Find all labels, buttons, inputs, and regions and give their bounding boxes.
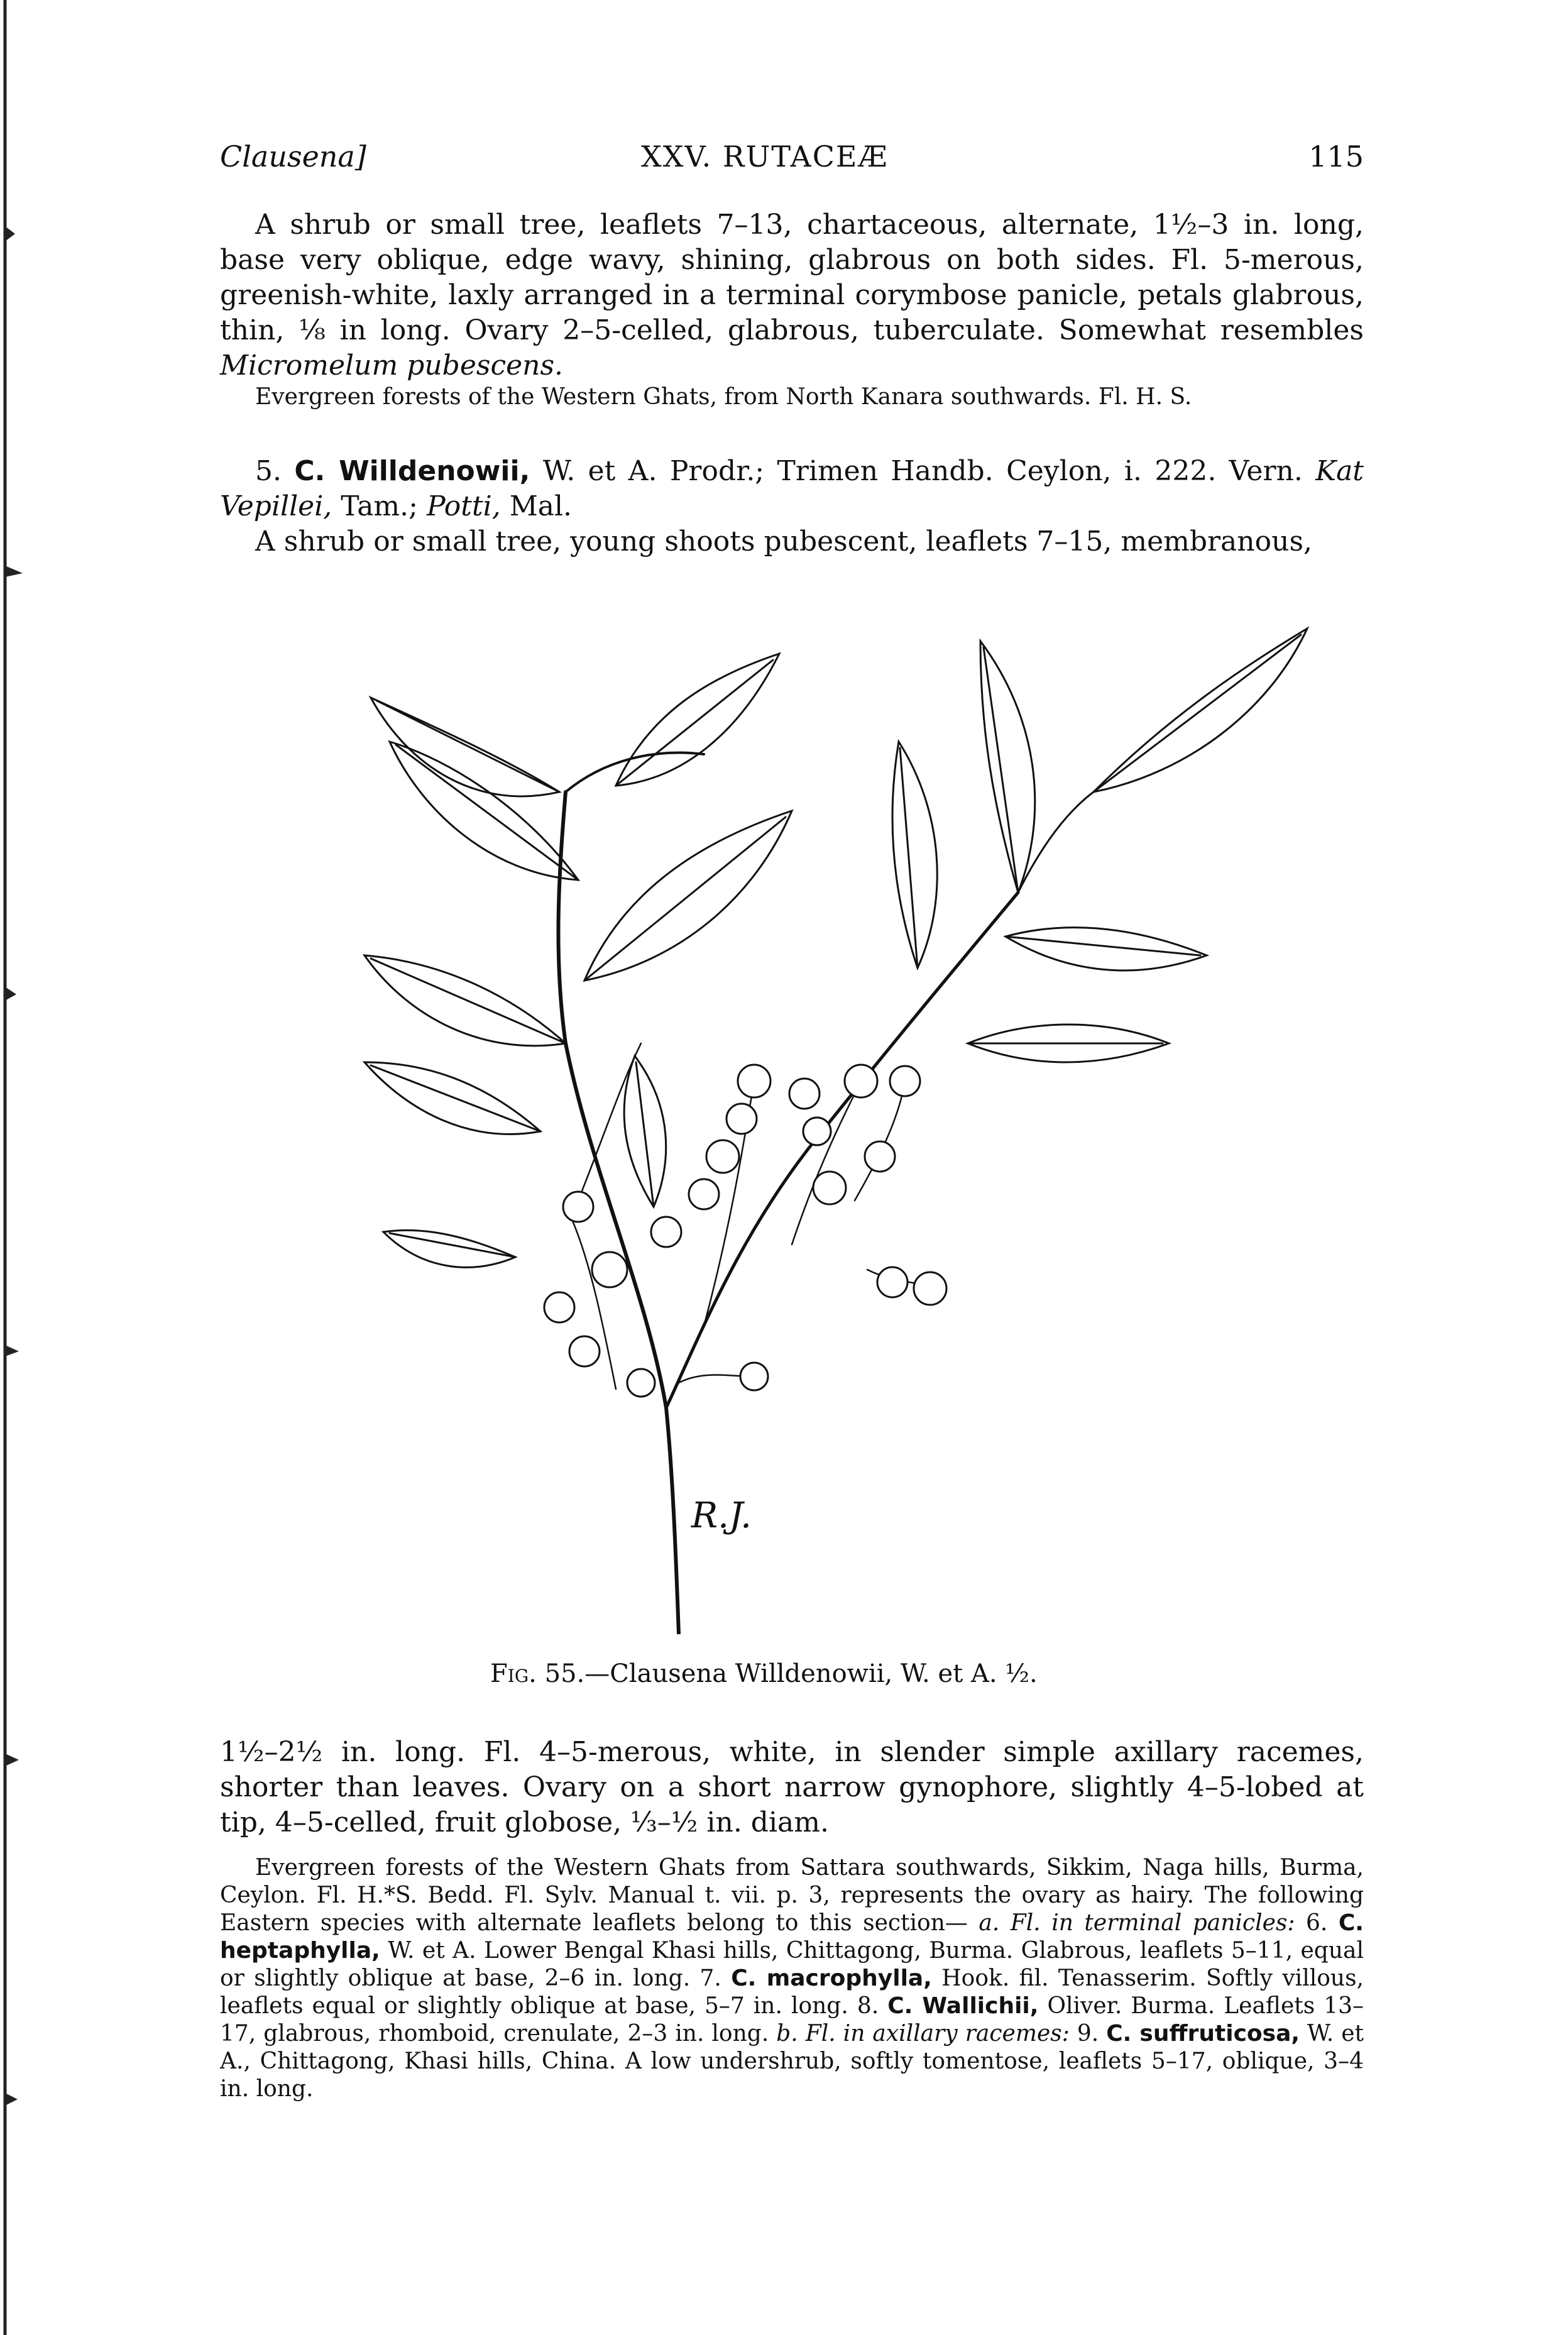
section-label-a: a. Fl. in terminal panicles: [979, 1910, 1295, 1936]
species-8-number: 8. [857, 1993, 879, 2019]
leaf-left-2 [390, 742, 578, 880]
species-8-name: C. Wallichii, [887, 1993, 1039, 2019]
description-paragraph-3 [220, 1735, 1364, 1840]
fruit [651, 1217, 681, 1247]
section-label-b: b. Fl. in axillary racemes: [776, 2021, 1070, 2047]
species-7-number: 7. [699, 1965, 721, 1991]
species-8-text: Oliver. Burma. Leaflets 13–17, glabrous, rhomboid, crenulate, 2–3 in. long. [220, 1993, 1364, 2047]
fruit [706, 1140, 739, 1173]
fruit [569, 1336, 600, 1366]
fruit [877, 1267, 907, 1297]
caption-text: 55.—Clausena Willdenowii, W. et A. ½. [544, 1659, 1038, 1688]
species-reference: Micromelum pubescens. [220, 349, 564, 382]
vernacular-lang-tamil: Tam.; [341, 490, 418, 522]
header-family: XXV. RUTACEÆ [641, 140, 889, 173]
note-text: Evergreen forests of the Western Ghats from Sattara southwards, Sikkim, Naga hills, Burma, Ceylon. Fl. H.*S. Bedd. Fl. Sylv. Manual t. vii. p. 3, represents the ovary as hairy. The following Eastern species with alternate leaflets belong to this section— [220, 1855, 1364, 1936]
page-number: 115 [1308, 140, 1364, 173]
vernacular-name-tamil: Kat Vepillei, [220, 455, 1364, 522]
botanical-illustration [352, 603, 1332, 1634]
leaf-right-2 [892, 742, 937, 968]
species-7-text: Hook. fil. Tenasserim. Softly villous, leaflets equal or slightly oblique at base, 5–7 in. long. [220, 1965, 1364, 2019]
species-9-name: C. suffruticosa, [1106, 2021, 1300, 2047]
artist-signature: R.J. [691, 1495, 752, 1536]
description-text: A shrub or small tree, leaflets 7–13, chartaceous, alternate, 1½–3 in. long, base very oblique, edge wavy, shining, glabrous on both sides. Fl. 5-merous, greenish-white, laxly arranged in a terminal corymbose panicle, petals glabrous, thin, ⅛ in long. Ovary 2–5-celled, glabrous, tuberculate. Somewhat resembles [220, 209, 1364, 346]
leaf-right-3 [1006, 928, 1207, 970]
species-authority: W. et A. Prodr.; Trimen Handb. Ceylon, i. 222. Vern. [542, 455, 1303, 487]
fruit [740, 1363, 768, 1390]
leaf-center-lower [624, 1056, 666, 1207]
description-text: 1½–2½ in. long. Fl. 4–5-merous, white, in slender simple axillary racemes, shorter than leaves. Ovary on a short narrow gynophore, slightly 4–5-lobed at tip, 4–5-celled, fruit globose, ⅓–½ in. diam. [220, 1736, 1364, 1838]
fruit [789, 1079, 820, 1109]
fruit [813, 1172, 846, 1204]
fruit [845, 1065, 877, 1097]
caption-prefix: Fig. [490, 1659, 537, 1688]
branch-right-top [1018, 792, 1094, 893]
running-header [220, 140, 1364, 184]
description-paragraph-1 [220, 207, 1364, 383]
species-heading [220, 454, 1364, 524]
habitat-text: Evergreen forests of the Western Ghats, from North Kanara southwards. Fl. H. S. [255, 384, 1192, 410]
fruit [627, 1369, 655, 1397]
description-paragraph-2 [220, 524, 1364, 559]
species-9-text: W. et A., Chittagong, Khasi hills, China. A low undershrub, softly tomentose, leaflets 5–17, oblique, 3–4 in. long. [220, 2021, 1364, 2102]
fruit [890, 1066, 920, 1096]
fruit [689, 1179, 719, 1209]
species-9-number: 9. [1077, 2021, 1099, 2047]
leaf-mid-1 [584, 811, 792, 981]
fruit [865, 1141, 895, 1172]
habitat-and-related-species-note [220, 1854, 1364, 2103]
branch-left-upper [566, 753, 704, 793]
leaf-left-4 [365, 1062, 540, 1134]
species-7-name: C. macrophylla, [731, 1965, 932, 1991]
habitat-note-1 [220, 383, 1364, 411]
header-genus: Clausena] [220, 140, 366, 173]
description-text: A shrub or small tree, young shoots pubescent, leaflets 7–15, membranous, [255, 525, 1313, 558]
binding-edge-marks [0, 0, 25, 2335]
leaf-right-top [980, 641, 1035, 893]
fruit [563, 1192, 593, 1222]
leaf-right-4 [968, 1025, 1169, 1062]
leaf-left-3 [365, 955, 566, 1046]
fruit [726, 1104, 757, 1134]
species-6-number: 6. [1306, 1910, 1328, 1936]
leaf-right-far [1094, 629, 1307, 792]
fruit [914, 1272, 946, 1305]
fruit [738, 1065, 770, 1097]
fruit [803, 1118, 831, 1145]
figure-caption [490, 1659, 1119, 1688]
vernacular-lang-malayalam: Mal. [509, 490, 573, 522]
fruit [544, 1292, 574, 1322]
species-6-name: C. heptaphylla, [220, 1910, 1364, 1964]
vernacular-name-malayalam: Potti, [426, 490, 501, 522]
species-number: 5. [255, 455, 282, 487]
species-name: C. Willdenowii, [294, 455, 530, 487]
species-6-text: W. et A. Lower Bengal Khasi hills, Chittagong, Burma. Glabrous, leaflets 5–11, equal or slightly oblique at base, 2–6 in. long. [220, 1938, 1364, 1991]
leaf-lower-left [383, 1230, 515, 1267]
leaf-top-1 [616, 654, 779, 786]
fruit [592, 1252, 627, 1287]
